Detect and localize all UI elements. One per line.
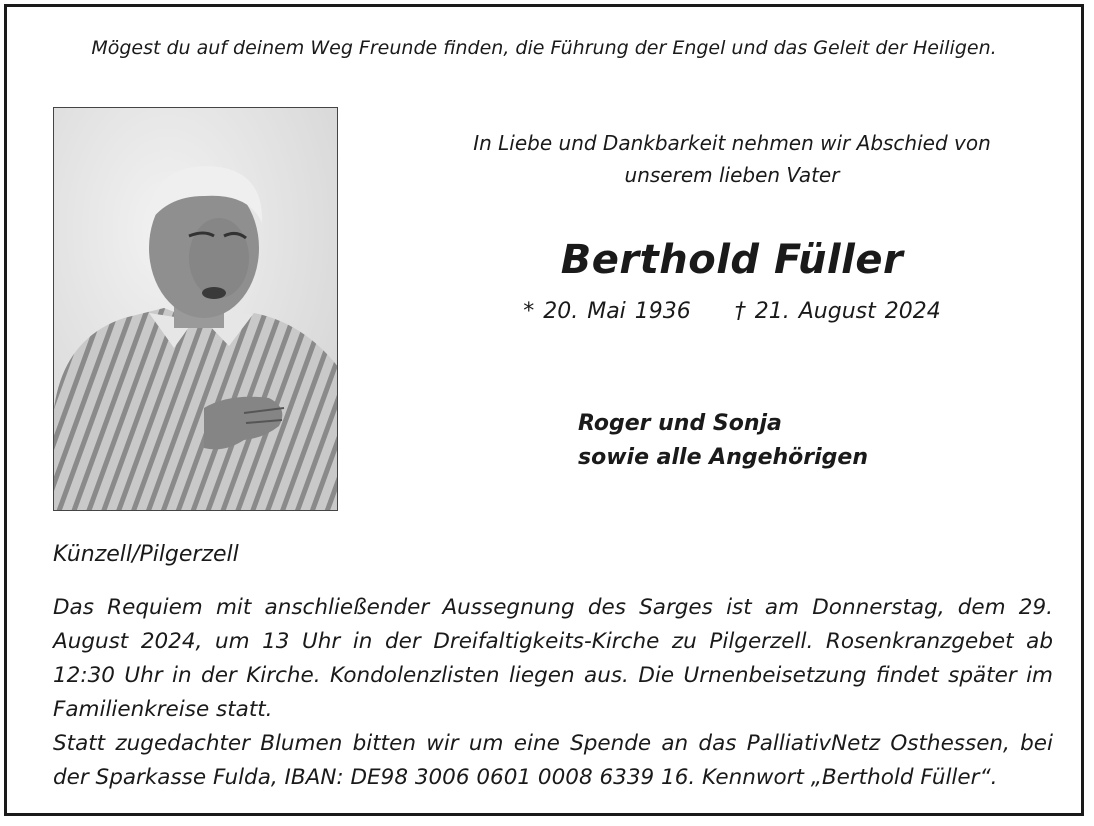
intro-line-2: unserem lieben Vater [624,163,840,187]
deceased-name: Berthold Füller [560,237,904,283]
intro-text [407,127,1057,191]
mourners [578,407,868,475]
place: Künzell/Pilgerzell [53,542,239,567]
paragraph-donation: Statt zugedachter Blumen bitten wir um eine Spende an das PalliativNetz Osthessen, bei der Sparkasse Fulda, IBAN: DE98 3006 0601 0008 6339 16. Kennwort „Berthold Füller“. [53,731,1053,790]
paragraph-service: Das Requiem mit anschließender Aussegnung des Sarges ist am Donnerstag, dem 29. August 2024, um 13 Uhr in der Dreifaltigkeits-Kirche zu Pilgerzell. Rosenkranzgebet ab 12:30 Uhr in der Kirche. Kondolenzlisten liegen aus. Die Urnenbeisetzung findet später im Familienkreise statt. [53,595,1053,722]
motto: Mögest du auf deinem Weg Freunde finden, die Führung der Engel und das Geleit der Heiligen. [91,37,997,59]
service-details [53,591,1053,795]
mourners-line-1: Roger und Sonja [578,411,782,436]
intro-line-1: In Liebe und Dankbarkeit nehmen wir Abschied von [473,131,991,155]
portrait-photo [53,107,338,511]
mourners-line-2: sowie alle Angehörigen [578,445,869,470]
life-dates [407,299,1057,324]
death-date: † 21. August 2024 [734,299,941,324]
obituary-card [4,4,1084,816]
birth-date: * 20. Mai 1936 [523,299,691,324]
